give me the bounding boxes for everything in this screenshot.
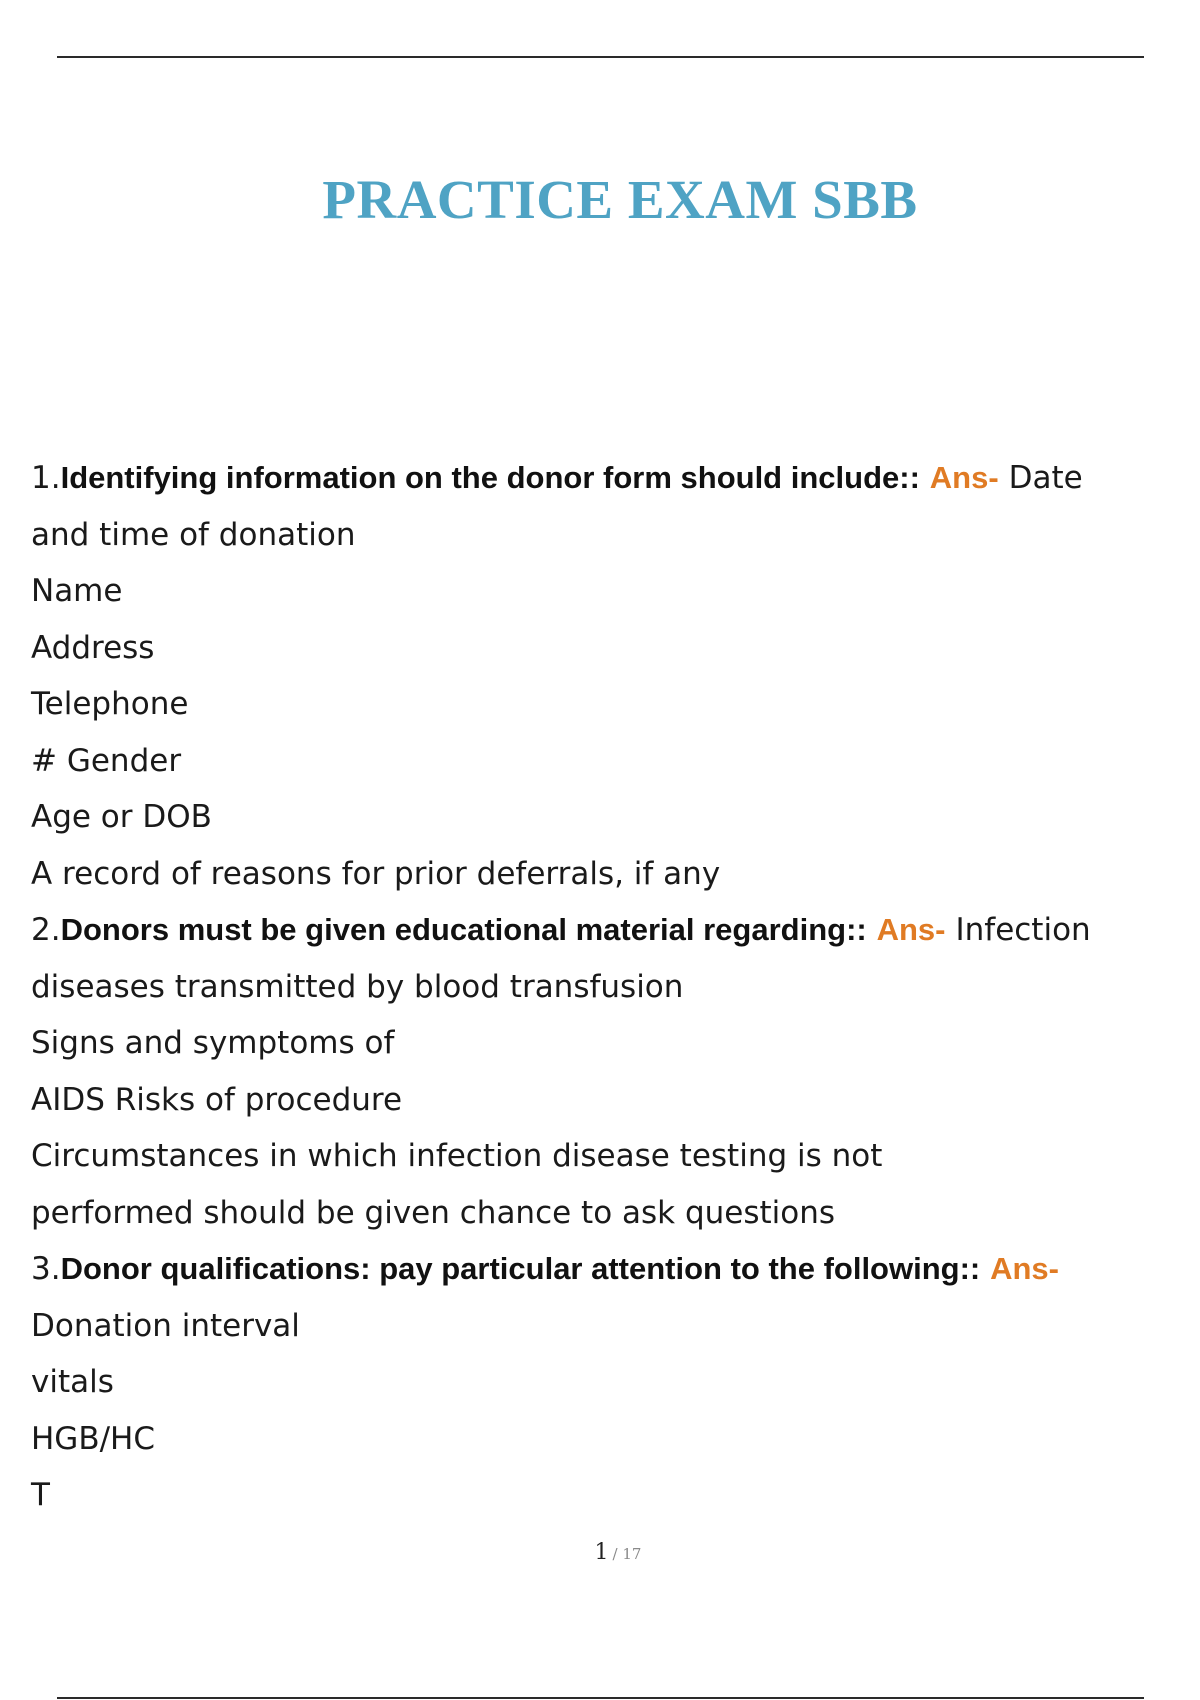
- answer-line: # Gender: [31, 742, 182, 779]
- answer-line: vitals: [31, 1364, 114, 1400]
- question-number: 1.: [31, 460, 61, 496]
- question-text: Donor qualifications: pay particular attention to the following::: [60, 1251, 981, 1286]
- answer-line: performed should be given chance to ask questions: [31, 1194, 836, 1231]
- answer-line: T: [31, 1477, 50, 1513]
- answer-line: Signs and symptoms of: [31, 1025, 395, 1061]
- answer-line: Telephone: [31, 686, 189, 722]
- answer-line: AIDS Risks of procedure: [31, 1081, 403, 1118]
- answer-line: A record of reasons for prior deferrals, if any: [31, 855, 721, 892]
- answer-line: Circumstances in which infection disease testing is not: [31, 1138, 883, 1174]
- answer-line: Age or DOB: [31, 799, 212, 835]
- total-pages: / 17: [612, 1545, 642, 1563]
- answer-label: Ans-: [929, 460, 999, 495]
- answer-line: HGB/HC: [31, 1420, 155, 1457]
- top-divider: [57, 56, 1144, 58]
- current-page: 1: [594, 1540, 609, 1565]
- document-title: PRACTICE EXAM SBB: [322, 169, 918, 230]
- question-text: Donors must be given educational material regarding::: [60, 912, 867, 947]
- answer-text: Infection: [955, 912, 1091, 948]
- answer-text: Date: [1008, 460, 1083, 496]
- question-1-line: [31, 450, 1181, 507]
- answer-line: diseases transmitted by blood transfusion: [31, 968, 684, 1005]
- question-list: [31, 450, 1181, 1524]
- answer-line: Address: [31, 629, 155, 666]
- answer-line: Name: [31, 573, 123, 609]
- question-number: 2.: [31, 912, 61, 948]
- bottom-divider: [57, 1697, 1144, 1699]
- question-text: Identifying information on the donor form should include::: [60, 460, 920, 495]
- question-number: 3.: [31, 1251, 61, 1287]
- answer-label: Ans-: [876, 912, 946, 947]
- question-3-line: [31, 1241, 1181, 1298]
- answer-line: and time of donation: [31, 516, 356, 553]
- page-number: [0, 1540, 1200, 1565]
- answer-line: Donation interval: [31, 1307, 300, 1344]
- question-2-line: [31, 902, 1181, 959]
- answer-label: Ans-: [990, 1251, 1059, 1286]
